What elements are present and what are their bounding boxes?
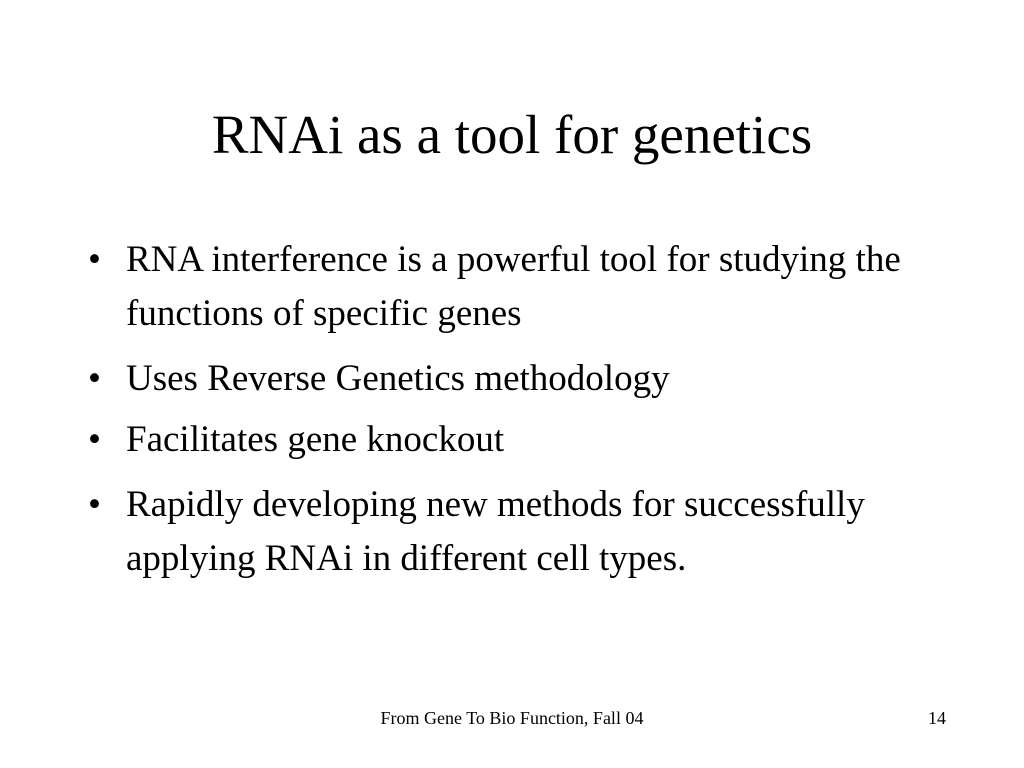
page-number: 14 [928, 708, 946, 728]
bullet-item [86, 413, 966, 467]
bullet-item [86, 352, 966, 406]
bullet-text: RNA interference is a powerful tool for studying the functions of specific genes [126, 239, 901, 334]
slide-title: RNAi as a tool for genetics [211, 104, 813, 165]
bullet-item [86, 233, 966, 341]
bullet-item [86, 478, 966, 586]
bullet-icon: • [88, 484, 101, 525]
bullet-text: Facilitates gene knockout [126, 419, 505, 460]
bullet-icon: • [88, 239, 101, 280]
slide-footer: From Gene To Bio Function, Fall 04 [380, 708, 644, 728]
bullet-text: Uses Reverse Genetics methodology [126, 358, 670, 399]
bullet-list [86, 233, 966, 596]
bullet-icon: • [88, 358, 101, 399]
bullet-text: Rapidly developing new methods for successfully applying RNAi in different cell types. [126, 484, 865, 579]
bullet-icon: • [88, 419, 101, 460]
